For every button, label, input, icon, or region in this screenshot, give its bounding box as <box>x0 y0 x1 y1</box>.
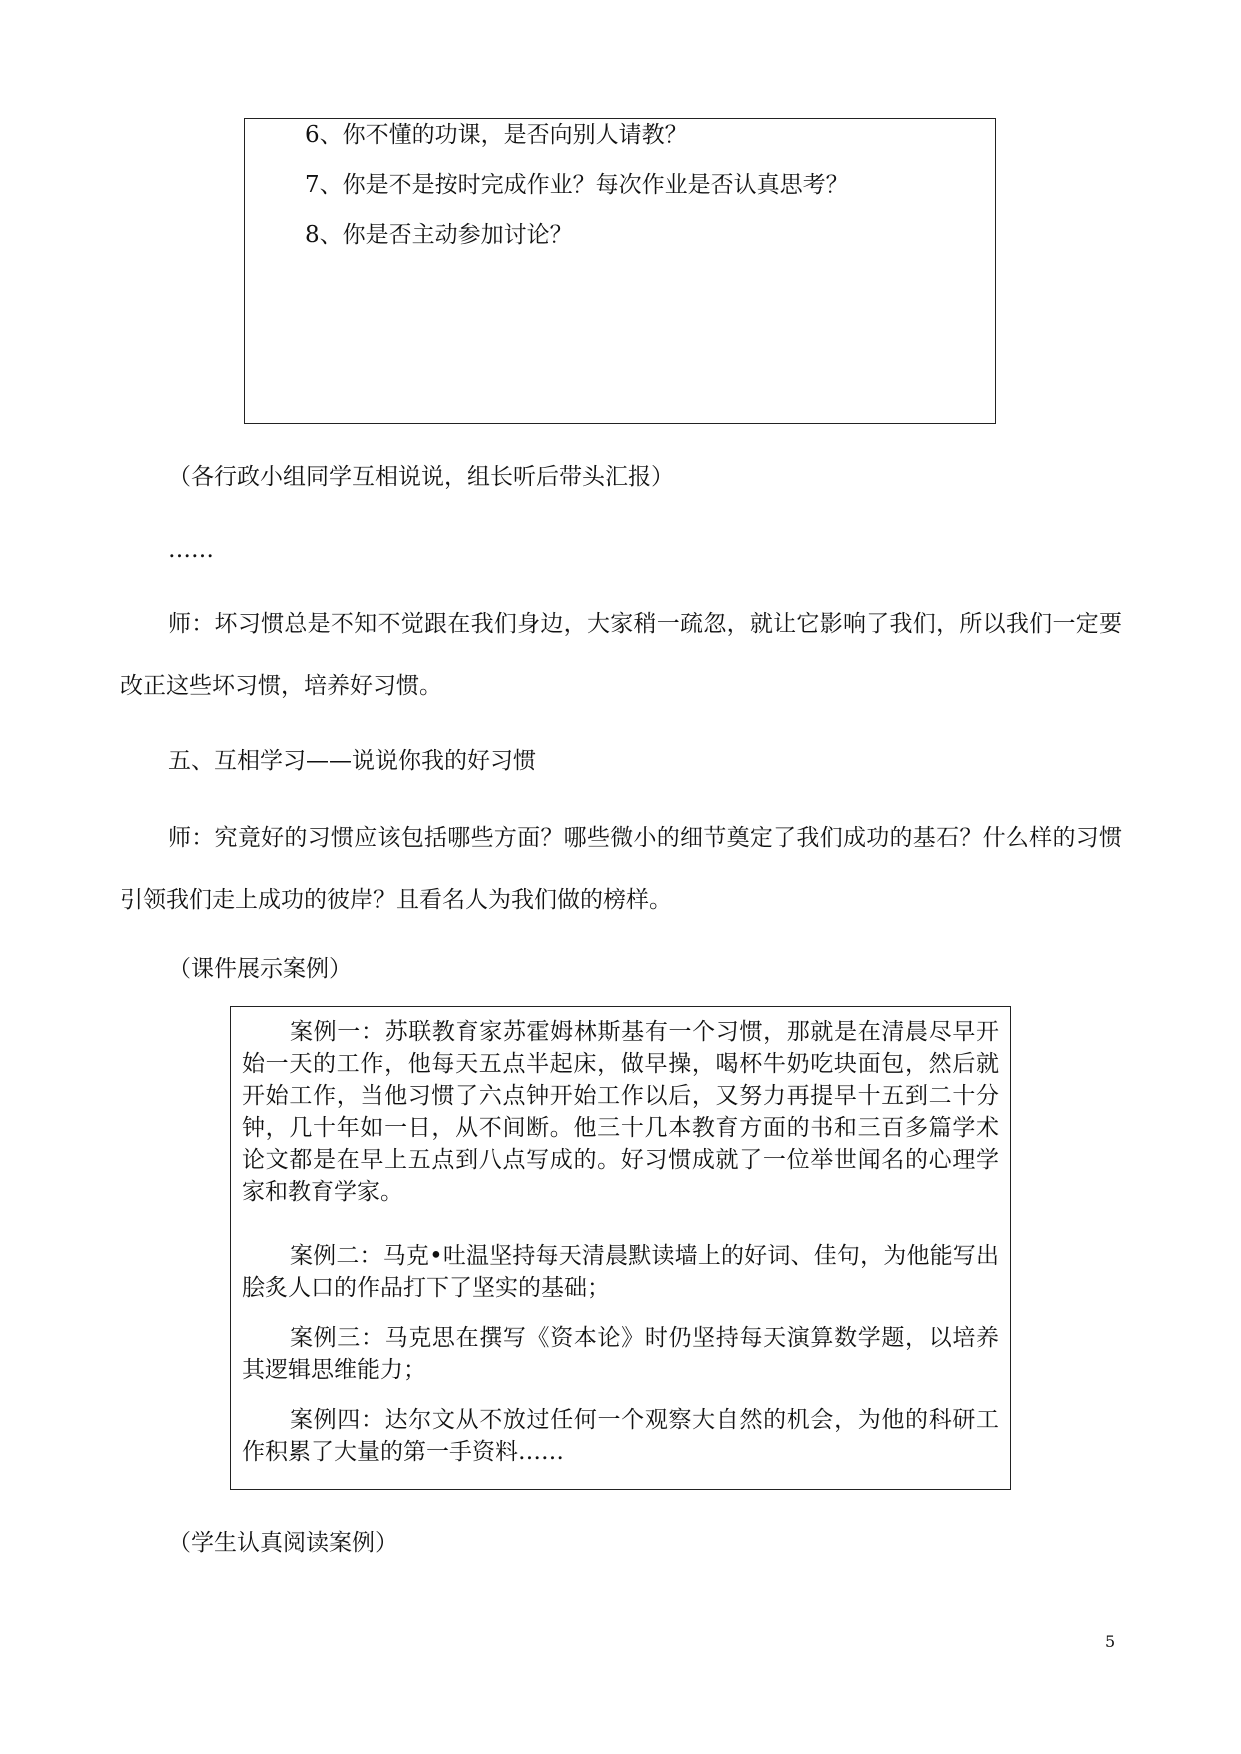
courseware-note: （课件展示案例） <box>168 956 352 982</box>
student-reading-note: （学生认真阅读案例） <box>168 1530 398 1556</box>
ellipsis: …… <box>168 537 214 563</box>
teacher-remark-good-habits: 师：究竟好的习惯应该包括哪些方面？哪些微小的细节奠定了我们成功的基石？什么样的习惯引领我们走上成功的彼岸？且看名人为我们做的榜样。 <box>120 825 1122 913</box>
case-4: 案例四：达尔文从不放过任何一个观察大自然的机会，为他的科研工作积累了大量的第一手资料…… <box>242 1407 999 1465</box>
case-2: 案例二：马克•吐温坚持每天清晨默读墙上的好词、佳句，为他能写出脍炙人口的作品打下了坚实的基础； <box>242 1243 999 1301</box>
survey-question-box <box>244 118 996 424</box>
teacher-remark-bad-habits: 师：坏习惯总是不知不觉跟在我们身边，大家稍一疏忽，就让它影响了我们，所以我们一定要改正这些坏习惯，培养好习惯。 <box>120 611 1122 699</box>
group-discussion-note: （各行政小组同学互相说说，组长听后带头汇报） <box>168 464 674 490</box>
section-5-heading: 五、互相学习——说说你我的好习惯 <box>168 748 536 774</box>
case-3: 案例三：马克思在撰写《资本论》时仍坚持每天演算数学题，以培养其逻辑思维能力； <box>242 1325 999 1383</box>
case-1: 案例一：苏联教育家苏霍姆林斯基有一个习惯，那就是在清晨尽早开始一天的工作，他每天五点半起床，做早操，喝杯牛奶吃块面包，然后就开始工作，当他习惯了六点钟开始工作以后，又努力再提早十五到二十分钟，几十年如一日，从不间断。他三十几本教育方面的书和三百多篇学术论文都是在早上五点到八点写成的。好习惯成就了一位举世闻名的心理学家和教育学家。 <box>242 1019 999 1205</box>
survey-question-6: 6、你不懂的功课，是否向别人请教？ <box>305 122 688 148</box>
survey-question-7: 7、你是不是按时完成作业？每次作业是否认真思考？ <box>305 172 849 198</box>
page-number: 5 <box>1105 1632 1116 1651</box>
survey-question-8: 8、你是否主动参加讨论？ <box>305 222 573 248</box>
